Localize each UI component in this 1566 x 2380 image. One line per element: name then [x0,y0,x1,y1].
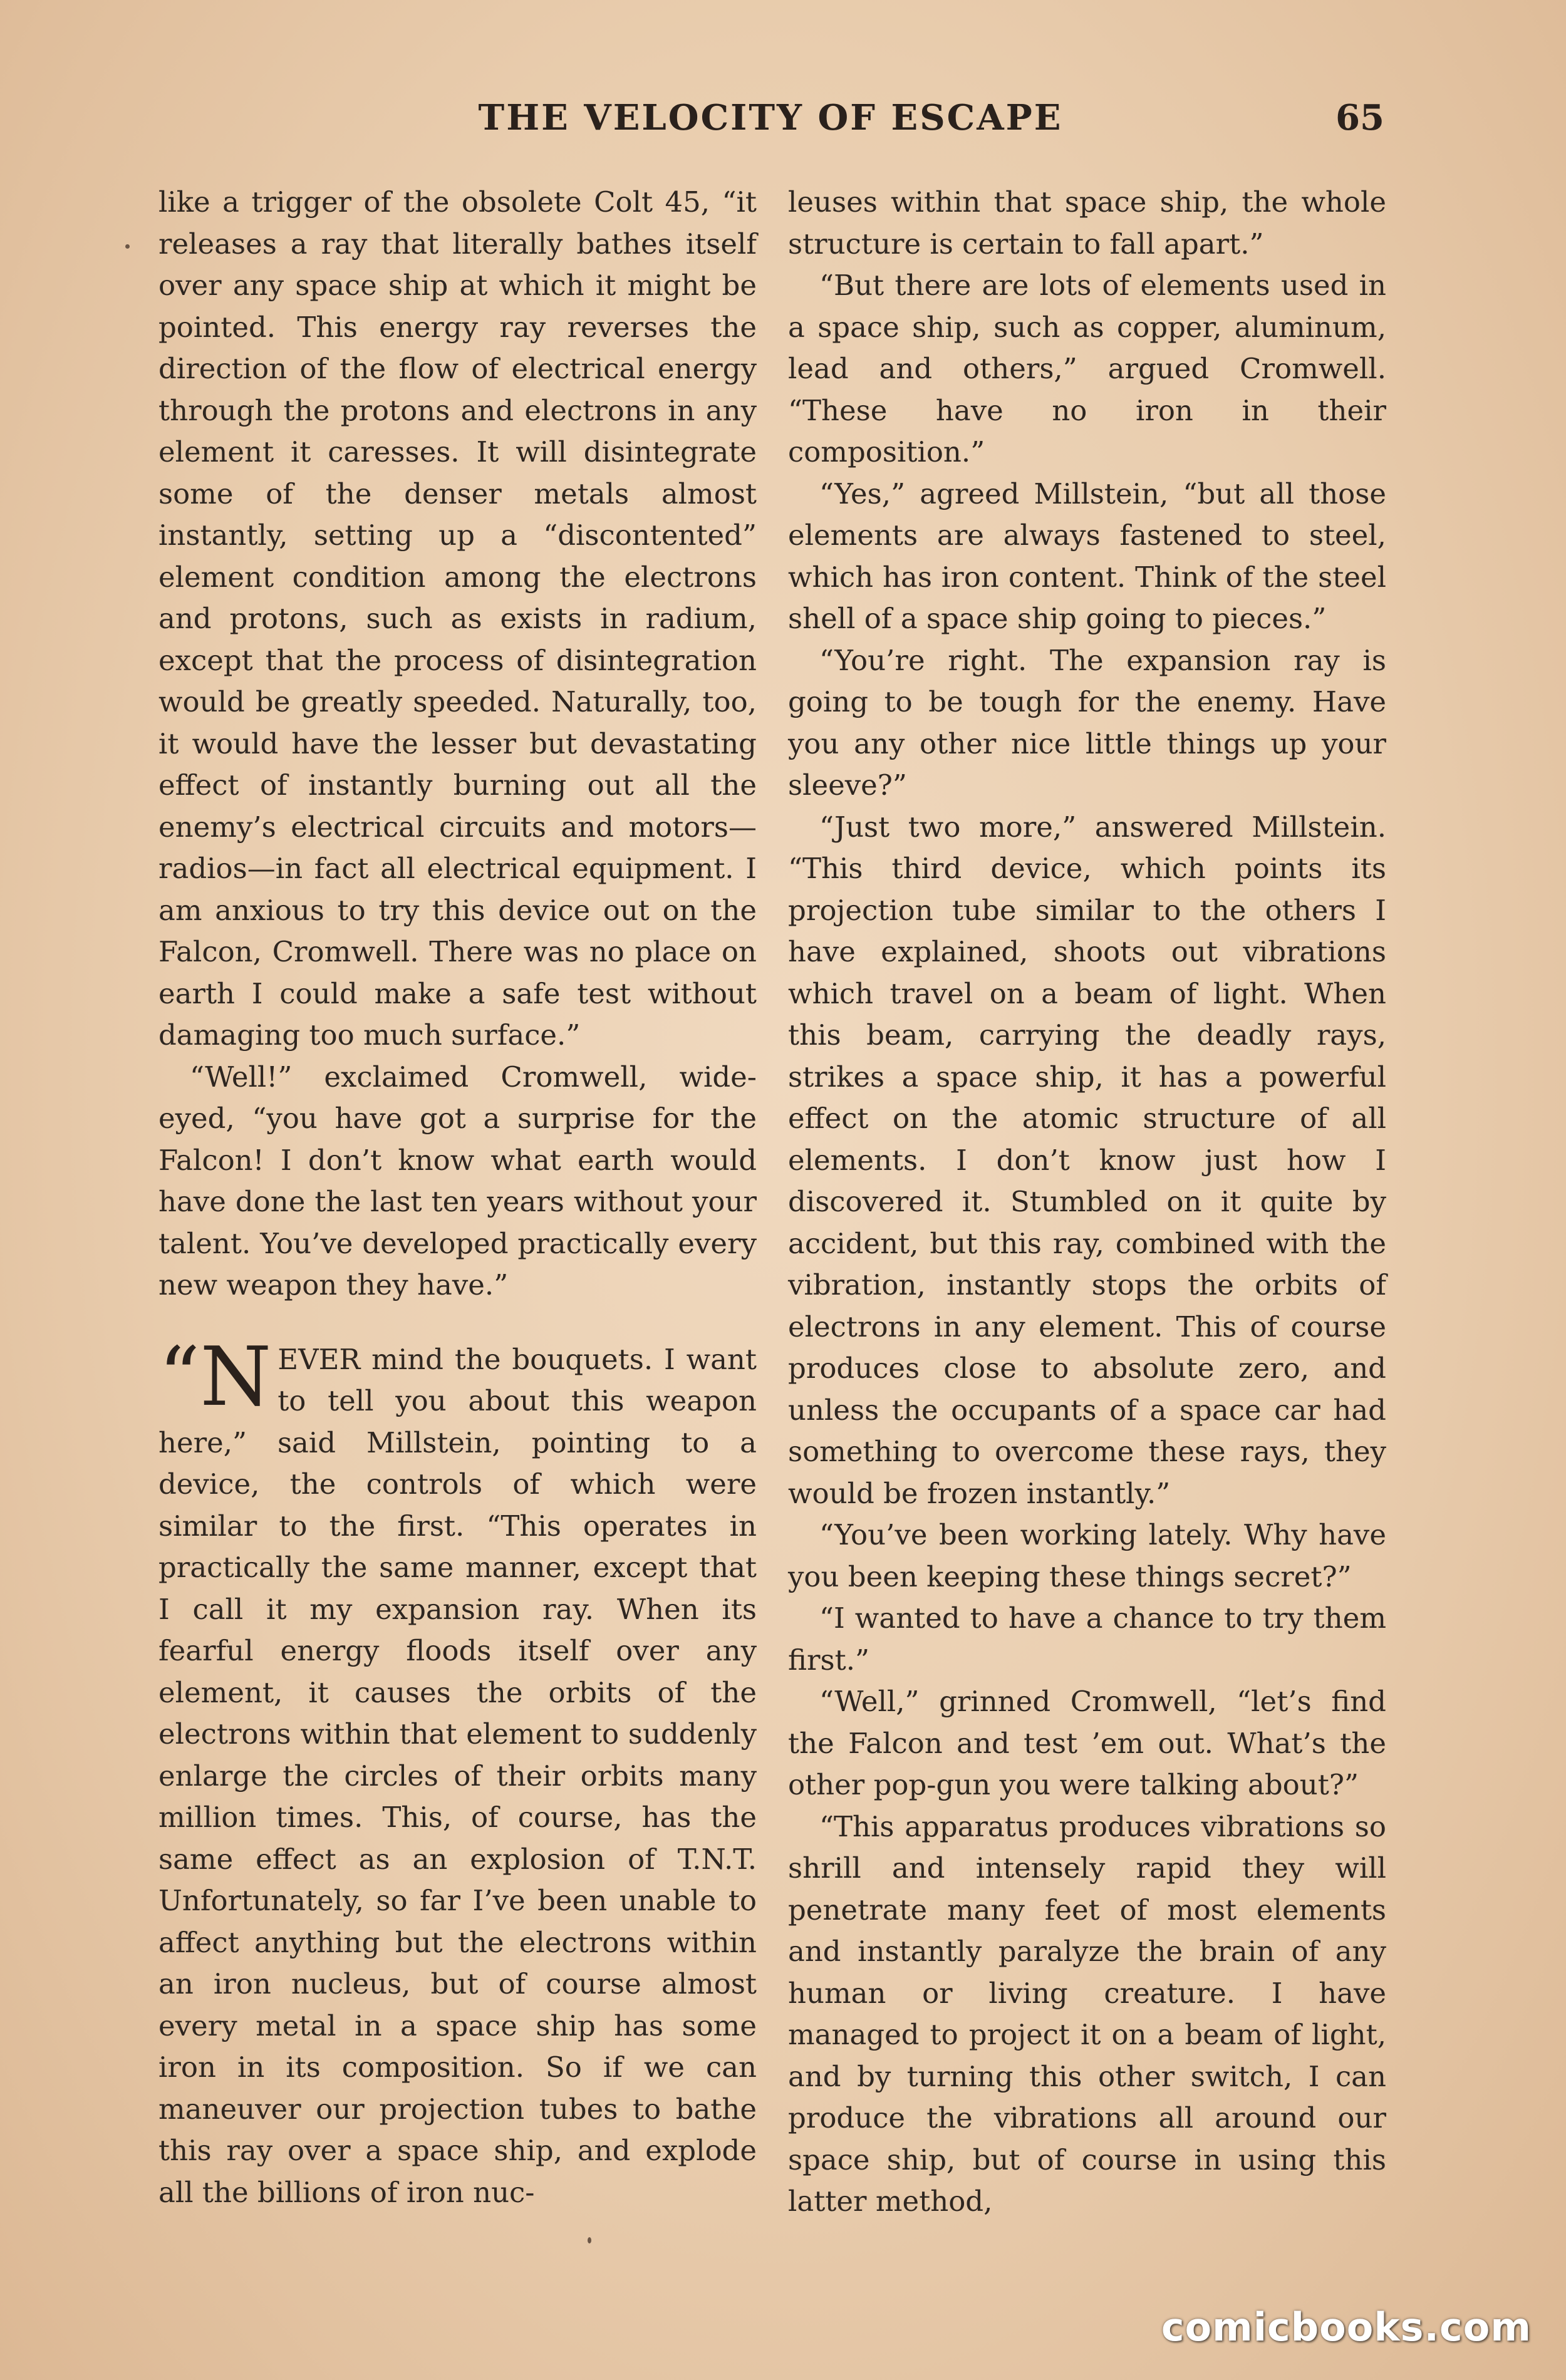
dropcap-paragraph [158,1328,757,2214]
paragraph: “I wanted to have a chance to try them first.” [788,1601,1386,1677]
paragraph: “You’re right. The expansion ray is going to be tough for the enemy. Have you any other nice little things up your sleeve?” [788,643,1386,802]
right-column [788,182,1386,2223]
watermark: comicbooks.com [1161,2304,1532,2350]
drop-cap: “N [158,1328,272,1424]
paragraph: “Just two more,” answered Millstein. “This third device, which points its projection tube similar to the others I have explained, shoots out vibrations which travel on a beam of light. When this beam, carrying the deadly rays, strikes a space ship, it has a powerful effect on the atomic structure of all elements. I don’t know just how I discovered it. Stumbled on it quite by accident, but this ray, combined with the vibration, instantly stops the orbits of electrons in any element. This of course produces close to absolute zero, and unless the occupants of a space car had something to overcome these rays, they would be frozen instantly.” [788,810,1386,1510]
paragraph: “Well!” exclaimed Cromwell, wide-eyed, “you have got a surprise for the Falcon! I don’t know what earth would have done the last ten years without your talent. You’ve developed practically every new weapon they have.” [158,1060,757,1301]
paper-speck [125,244,130,249]
paragraph: “Yes,” agreed Millstein, “but all those elements are always fastened to steel, which has iron content. Think of the steel shell of a space ship going to pieces.” [788,477,1386,635]
paragraph: “But there are lots of elements used in a space ship, such as copper, aluminum, lead and others,” argued Cromwell. “These have no iron in their composition.” [788,269,1386,468]
paper-speck [588,2237,591,2243]
page-title: THE VELOCITY OF ESCAPE [478,97,1063,138]
page-number: 65 [1335,97,1384,138]
page-header [157,97,1384,147]
paragraph: like a trigger of the obsolete Colt 45, “it releases a ray that literally bathes itself over any space ship at which it might be pointed. This energy ray reverses the direction of the flow of electrical energy through the protons and electrons in any element it caresses. It will disintegrate some of the denser metals almost instantly, setting up a “discontented” element condition among the electrons and protons, such as exists in radium, except that the process of disintegration would be greatly speeded. Naturally, too, it would have the lesser but devastating effect of instantly burning out all the enemy’s electrical circuits and motors—radios—in fact all electrical equipment. I am anxious to try this device out on the Falcon, Cromwell. There was no place on earth I could make a safe test without damaging too much surface.” [158,185,757,1052]
paragraph: “You’ve been working lately. Why have you been keeping these things secret?” [788,1518,1386,1593]
paragraph: “This apparatus produces vibrations so shrill and intensely rapid they will penetrate many feet of most elements and instantly paralyze the brain of any human or living creature. I have managed to project it on a beam of light, and by turning this other switch, I can produce the vibrations all around our space ship, but of course in using this latter method, [788,1809,1386,2218]
paragraph: “Well,” grinned Cromwell, “let’s find the Falcon and test ’em out. What’s the other pop-gun you were talking about?” [788,1685,1386,1801]
paragraph-text: EVER mind the bouquets. I want to tell you about this weapon here,” said Millstein, pointing to a device, the controls of which were similar to the first. “This operates in practically the same manner, except that I call it my expansion ray. When its fearful energy floods itself over any element, it causes the orbits of the electrons within that element to suddenly enlarge the circles of their orbits many million times. This, of course, has the same effect as an explosion of T.N.T. Unfortunately, so far I’ve been unable to affect anything but the electrons within an iron nucleus, but of course almost every metal in a space ship has some iron in its composition. So if we can maneuver our projection tubes to bathe this ray over a space ship, and explode all the billions of iron nuc- [158,1342,757,2209]
paragraph: leuses within that space ship, the whole structure is certain to fall apart.” [788,185,1386,261]
left-column [158,182,757,2213]
